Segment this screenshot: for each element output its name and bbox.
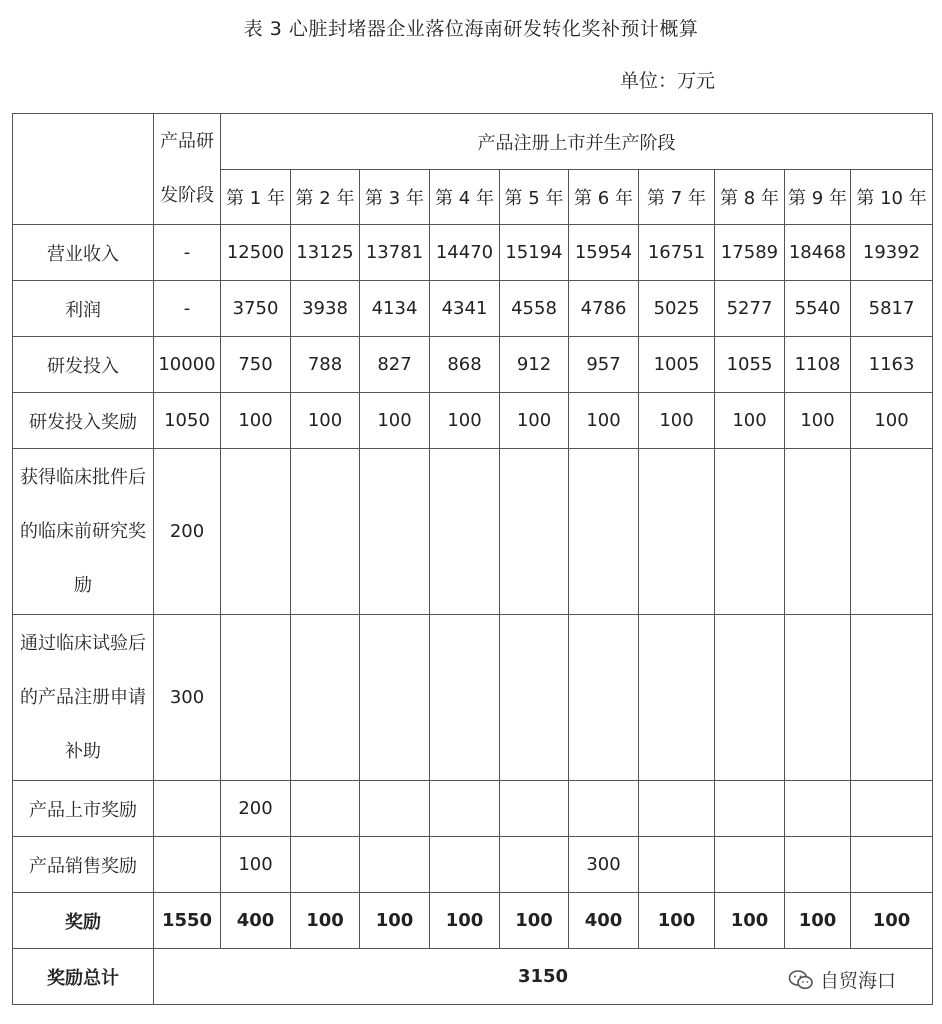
year-cell: 1005 [639,337,715,393]
year-cell: 15194 [500,225,569,281]
year-cell [851,837,933,893]
year-cell: 100 [221,393,291,449]
rd-cell [154,837,221,893]
watermark-text: 自贸海口 [820,970,897,992]
year-cell: 4786 [569,281,639,337]
year-cell: 100 [851,893,933,949]
year-header: 第 7 年 [639,170,715,225]
rd-cell: - [154,281,221,337]
year-cell [785,781,851,837]
year-cell [221,615,291,781]
year-cell [715,781,785,837]
year-cell: 400 [569,893,639,949]
year-cell [851,781,933,837]
year-cell: 5277 [715,281,785,337]
year-cell: 400 [221,893,291,949]
year-cell: 957 [569,337,639,393]
subsidy-table [12,113,933,1005]
row-label: 利润 [13,281,154,337]
year-header: 第 5 年 [500,170,569,225]
year-cell: 12500 [221,225,291,281]
rd-cell: - [154,225,221,281]
year-cell [569,781,639,837]
year-cell [785,449,851,615]
year-cell: 788 [291,337,360,393]
year-cell [221,449,291,615]
year-cell [500,781,569,837]
year-cell [500,449,569,615]
year-cell [291,449,360,615]
year-cell: 4558 [500,281,569,337]
year-cell: 912 [500,337,569,393]
year-header: 第 9 年 [785,170,851,225]
year-cell: 100 [360,393,430,449]
year-cell: 4341 [430,281,500,337]
rd-cell: 1550 [154,893,221,949]
row-label: 产品上市奖励 [13,781,154,837]
year-cell: 100 [430,893,500,949]
year-cell: 100 [639,393,715,449]
year-cell [785,837,851,893]
year-cell: 1163 [851,337,933,393]
row-label: 获得临床批件后的临床前研究奖励 [13,449,154,615]
row-label: 研发投入奖励 [13,393,154,449]
year-cell: 19392 [851,225,933,281]
table-row [13,449,933,615]
year-cell: 750 [221,337,291,393]
year-cell: 100 [715,893,785,949]
year-cell [785,615,851,781]
year-cell: 3750 [221,281,291,337]
year-cell: 100 [430,393,500,449]
rd-cell: 200 [154,449,221,615]
year-header: 第 8 年 [715,170,785,225]
year-cell: 100 [715,393,785,449]
year-cell: 5540 [785,281,851,337]
year-cell: 100 [291,893,360,949]
year-cell [569,449,639,615]
row-label: 通过临床试验后的产品注册申请补助 [13,615,154,781]
year-cell [360,837,430,893]
year-cell: 100 [569,393,639,449]
year-cell [360,615,430,781]
table-title: 表 3 心脏封堵器企业落位海南研发转化奖补预计概算 [243,18,699,40]
table-row [13,225,933,281]
year-cell [360,781,430,837]
year-cell: 1055 [715,337,785,393]
year-cell [639,449,715,615]
year-cell [715,449,785,615]
year-header: 第 6 年 [569,170,639,225]
year-cell [430,449,500,615]
year-cell: 100 [500,893,569,949]
year-cell: 200 [221,781,291,837]
year-cell [851,615,933,781]
year-cell: 3938 [291,281,360,337]
table-row [13,615,933,781]
table-row [13,337,933,393]
year-header: 第 4 年 [430,170,500,225]
year-cell: 15954 [569,225,639,281]
year-cell: 868 [430,337,500,393]
wechat-icon [788,969,814,991]
year-cell [291,781,360,837]
watermark [788,966,896,993]
prod-stage-header: 产品注册上市并生产阶段 [221,114,933,170]
row-label: 奖励 [13,893,154,949]
year-cell: 100 [500,393,569,449]
table-row [13,781,933,837]
table-row [13,893,933,949]
year-cell [360,449,430,615]
year-cell: 100 [221,837,291,893]
year-cell: 100 [639,893,715,949]
year-cell [430,615,500,781]
year-cell: 100 [291,393,360,449]
year-cell [569,615,639,781]
year-cell: 100 [360,893,430,949]
rd-cell [154,781,221,837]
year-cell [430,781,500,837]
year-cell: 13125 [291,225,360,281]
table-row [13,837,933,893]
year-cell [500,615,569,781]
rd-stage-header: 产品研发阶段 [154,114,221,225]
year-cell: 17589 [715,225,785,281]
year-cell: 100 [785,893,851,949]
year-cell [715,615,785,781]
rd-cell: 10000 [154,337,221,393]
year-cell [291,615,360,781]
year-header: 第 2 年 [291,170,360,225]
year-cell: 16751 [639,225,715,281]
year-cell: 827 [360,337,430,393]
row-label: 研发投入 [13,337,154,393]
row-label: 产品销售奖励 [13,837,154,893]
year-cell [430,837,500,893]
year-cell [715,837,785,893]
year-cell [500,837,569,893]
year-cell: 1108 [785,337,851,393]
year-cell: 100 [785,393,851,449]
year-cell: 5817 [851,281,933,337]
row-label: 营业收入 [13,225,154,281]
year-cell [639,615,715,781]
year-cell: 18468 [785,225,851,281]
table-row [13,393,933,449]
header-row [13,114,933,170]
year-cell [851,449,933,615]
corner-cell [13,114,154,225]
year-cell: 14470 [430,225,500,281]
year-cell [291,837,360,893]
rd-cell: 1050 [154,393,221,449]
year-cell [639,837,715,893]
year-header: 第 3 年 [360,170,430,225]
year-cell: 4134 [360,281,430,337]
year-cell: 5025 [639,281,715,337]
table-row [13,281,933,337]
year-cell: 13781 [360,225,430,281]
unit-label: 单位：万元 [620,70,716,92]
total-value: 3150 [154,949,933,1005]
rd-cell: 300 [154,615,221,781]
year-header: 第 10 年 [851,170,933,225]
year-cell: 300 [569,837,639,893]
total-label: 奖励总计 [13,949,154,1005]
year-cell [639,781,715,837]
year-cell: 100 [851,393,933,449]
year-header: 第 1 年 [221,170,291,225]
